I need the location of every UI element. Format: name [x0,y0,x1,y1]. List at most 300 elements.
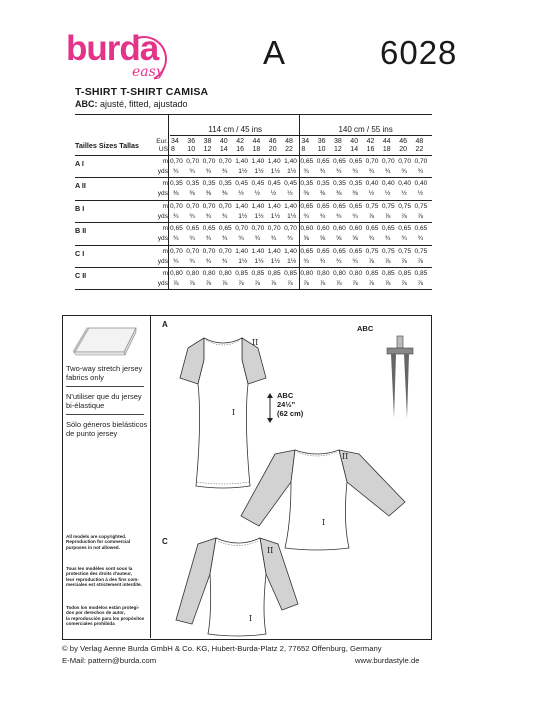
eur-size: 42 [366,138,375,145]
meter-value: 0,80 [170,270,183,277]
width-header-114: 114 cm / 45 ins [208,125,263,134]
legal-fr [66,566,142,588]
yard-value: ¾ [205,212,212,220]
legal-line: protection des droits d'auteur, [66,571,132,577]
meter-value: 0,45 [267,180,281,188]
yard-value: ⅞ [417,212,423,220]
meter-value: 0,85 [365,270,379,277]
unit-m: m [162,270,168,277]
yard-value: ⅜ [205,190,212,198]
meter-value: 0,70 [267,225,281,233]
yard-value: ⅝ [319,235,326,243]
yard-value: ¾ [384,235,391,243]
piece-label-ii: II [267,546,274,555]
us-size: 10 [187,146,196,153]
size-label: Tailles Sizes Tallas [75,141,140,150]
yard-value: 1½ [254,257,264,265]
yard-value: ¾ [336,212,342,220]
table-rule [75,114,432,115]
yard-value: ⅞ [352,280,358,287]
meter-value: 1,40 [284,158,297,165]
yard-value: ¾ [205,235,212,243]
row-label: A II [75,181,86,191]
view-label-c: C [162,537,168,546]
unit-m: m [162,247,168,255]
meter-value: 1,40 [251,202,265,210]
yard-value: ⅞ [384,280,391,287]
row-label: C I [75,248,85,258]
piece-label-ii: II [342,452,349,461]
table-rule [168,114,169,135]
meter-value: 0,65 [398,225,412,233]
meter-value: 0,75 [398,202,412,210]
meter-value: 0,65 [349,202,363,210]
meter-value: 0,65 [333,202,346,210]
unit-m: m [162,202,168,210]
meter-value: 0,70 [235,225,249,233]
us-size: 16 [366,146,375,153]
yard-value: ⅞ [303,280,309,287]
us-size: 22 [285,146,293,153]
meter-value: 0,40 [381,180,395,188]
meter-value: 0,85 [414,270,428,277]
unit-yds: yds [157,212,168,220]
meter-value: 0,65 [414,225,428,233]
table-rule [168,135,169,289]
yard-value: ⅞ [189,280,195,287]
meter-value: 1,40 [267,202,281,210]
yard-value: 1½ [238,212,248,220]
yard-value: 1½ [287,168,297,175]
eur-size: 44 [252,138,261,145]
yard-value: ¾ [401,235,407,243]
yard-value: ¾ [352,168,358,175]
yard-value: ⅞ [417,280,423,287]
meter-value: 0,70 [218,247,232,255]
table-rule [299,114,300,289]
fit-views: ABC: [75,99,98,109]
eur-size: 38 [334,138,342,145]
website-link[interactable]: www.burdastyle.de [355,656,420,665]
fabric-note-fr-2: bi-élastique [66,401,105,410]
yard-value: ⅜ [303,190,309,198]
logo-easy: easy [132,64,164,80]
yard-value: ¾ [401,168,407,175]
yard-value: 1½ [270,212,280,220]
us-size: 16 [236,146,244,153]
meter-value: 0,45 [284,180,297,188]
yard-value: ⅞ [368,257,375,265]
yard-value: ⅞ [401,212,407,220]
meter-value: 0,70 [170,158,183,165]
yard-value: 1½ [254,212,264,220]
yard-value: ⅞ [221,280,228,287]
meter-value: 0,35 [218,180,232,188]
meter-value: 0,75 [365,247,379,255]
piece-label-i: I [232,408,236,417]
meter-value: 0,80 [186,270,200,277]
burda-logo [66,30,178,82]
yard-value: ½ [270,190,277,198]
yard-value: ⅞ [384,212,391,220]
yard-value: ⅞ [401,280,407,287]
meter-value: 0,80 [218,270,232,277]
eur-size: 38 [203,138,212,145]
meter-value: 1,40 [284,202,297,210]
meter-value: 0,85 [251,270,265,277]
eur-size: 34 [301,138,310,145]
yard-value: ⅜ [189,190,195,198]
yard-value: ⅞ [384,257,391,265]
meter-value: 0,65 [300,158,314,165]
yard-value: ¾ [205,257,212,265]
meter-value: 0,75 [414,247,428,255]
fabric-note-es-2: de punto jersey [66,429,118,438]
yard-value: 1½ [287,257,297,265]
us-size: 14 [350,146,359,153]
yard-value: ¾ [173,257,179,265]
piece-label-ii: II [252,338,259,347]
table-rule [75,222,432,223]
meter-value: 0,70 [202,202,216,210]
meter-value: 0,35 [333,180,346,188]
unit-yds: yds [157,235,168,243]
fabric-note-es-1: Sólo géneros bielásticos [66,420,148,429]
yard-value: ⅞ [368,280,375,287]
unit-yds: yds [157,168,168,175]
meter-value: 0,45 [235,180,249,188]
yard-value: ½ [287,190,293,198]
eur-size: 36 [317,138,326,145]
fit-subtitle [75,99,188,109]
meter-value: 0,65 [316,247,330,255]
us-size: 18 [252,146,261,153]
meter-value: 0,35 [186,180,200,188]
meter-value: 0,60 [349,225,363,233]
table-rule [75,245,432,246]
yard-value: 1½ [270,257,280,265]
table-rule [170,135,432,136]
yard-value: ¾ [221,168,228,175]
fabric-note-en-1: Two-way stretch jersey [66,364,143,373]
eur-size: 48 [415,138,424,145]
meter-value: 0,70 [186,202,200,210]
meter-value: 1,40 [267,158,281,165]
meter-value: 0,35 [300,180,314,188]
meter-value: 0,35 [349,180,363,188]
meter-value: 0,75 [398,247,412,255]
yard-value: ⅞ [173,280,179,287]
copyright-line: © by Verlag Aenne Burda GmbH & Co. KG, Hubert-Burda-Platz 2, 77652 Offenburg, Germany [62,644,382,653]
meter-value: 0,40 [414,180,428,188]
fabric-note-en-2: fabrics only [66,373,104,382]
meter-value: 0,65 [349,158,363,165]
yard-value: ¾ [254,235,260,243]
yard-value: ¾ [319,257,326,265]
meter-value: 0,60 [300,225,314,233]
yard-value: ¾ [384,168,391,175]
yard-value: ⅜ [352,190,358,198]
meter-value: 0,75 [381,247,395,255]
yard-value: ⅞ [319,280,326,287]
yard-value: ⅜ [336,190,342,198]
meter-value: 0,65 [333,158,346,165]
meter-value: 0,70 [202,247,216,255]
legal-line: dos por derechos de autor, [66,610,125,616]
eur-size: 40 [219,138,228,145]
us-size: 10 [317,146,326,153]
meter-value: 1,40 [284,247,297,255]
piece-label-i: I [322,518,326,527]
yard-value: ¾ [238,235,244,243]
us-size: 8 [171,146,175,153]
eur-size: 42 [236,138,244,145]
yard-value: ¾ [319,212,326,220]
length-note-label: ABC [277,391,294,400]
pattern-number: 6028 [380,34,458,71]
us-size: 20 [399,146,407,153]
meter-value: 0,85 [398,270,412,277]
meter-value: 0,70 [251,225,265,233]
yard-value: ⅝ [336,235,342,243]
unit-yds: yds [157,257,168,265]
meter-value: 0,65 [349,247,363,255]
meter-value: 1,40 [235,202,249,210]
yard-value: ¾ [319,168,326,175]
yard-value: 1½ [238,257,248,265]
meter-value: 0,65 [170,225,183,233]
length-arrow-icon [266,392,274,424]
yard-value: 1½ [270,168,280,175]
yard-value: ¾ [189,168,195,175]
legal-line: purposes in not allowed. [66,544,120,550]
fabric-note-en [66,364,142,382]
row-label: C II [75,271,87,280]
yard-value: ½ [384,190,391,198]
eur-size: 46 [268,138,277,145]
row-label: B II [75,226,87,236]
meter-value: 0,65 [202,225,216,233]
meter-value: 0,85 [235,270,249,277]
legal-line: merciales est strictement interdite. [66,582,142,588]
meter-value: 0,70 [381,158,395,165]
yard-value: ¾ [352,257,358,265]
meter-value: 0,80 [316,270,330,277]
meter-value: 0,70 [414,158,428,165]
yard-value: ⅞ [270,280,277,287]
yard-value: ⅞ [238,280,244,287]
yard-value: ⅜ [319,190,326,198]
meter-value: 0,65 [218,225,232,233]
yard-value: 1½ [254,168,264,175]
yard-value: ⅞ [336,280,342,287]
yard-value: ¾ [287,235,293,243]
eur-size: 40 [350,138,359,145]
yard-value: ¾ [173,235,179,243]
meter-value: 0,80 [349,270,363,277]
yard-value: ⅞ [287,280,293,287]
fabric-note-fr-1: N'utiliser que du jersey [66,392,142,401]
unit-yds: yds [157,280,168,287]
meter-value: 0,65 [300,202,314,210]
yard-value: 1½ [238,168,248,175]
us-size: 12 [203,146,212,153]
meter-value: 0,65 [333,247,346,255]
yard-value: ¾ [189,212,195,220]
yard-value: ¾ [221,257,228,265]
meter-value: 0,40 [398,180,412,188]
yard-value: ⅞ [368,212,375,220]
fabric-swatch-icon [70,322,140,358]
divider [66,414,144,415]
yard-value: ⅝ [303,235,309,243]
divider [66,386,144,387]
row-label: B I [75,203,85,213]
yard-value: ¾ [417,235,423,243]
meter-value: 0,70 [170,202,183,210]
yard-value: ¾ [205,168,212,175]
us-size: 22 [415,146,424,153]
meter-value: 0,35 [316,180,330,188]
yard-value: ¾ [368,168,375,175]
yard-value: ½ [254,190,260,198]
yard-value: ¾ [368,235,375,243]
meter-value: 0,65 [381,225,395,233]
logo-word: burda [66,29,159,68]
length-note-inches: 24½" [277,400,296,409]
contact-email[interactable]: E-Mail: pattern@burda.com [62,656,157,665]
meter-value: 0,60 [316,225,330,233]
legal-line: All models are copyrighted. [66,534,127,539]
meter-value: 0,75 [381,202,395,210]
meter-value: 0,70 [170,247,183,255]
meter-value: 1,40 [251,247,265,255]
meter-value: 0,80 [333,270,346,277]
yard-value: ¾ [336,168,342,175]
meter-value: 0,35 [170,180,183,188]
legal-line: Tous les modèles sont sous la [66,566,133,571]
meter-value: 0,70 [365,158,379,165]
meter-value: 0,80 [202,270,216,277]
meter-value: 0,75 [414,202,428,210]
meter-value: 0,40 [365,180,379,188]
legal-line: Todos los modelos están protegi- [66,605,140,610]
table-rule [75,200,432,201]
eur-size: 48 [285,138,293,145]
meter-value: 0,85 [267,270,281,277]
length-note-cm: (62 cm) [277,409,304,418]
yard-value: ¾ [270,235,277,243]
yard-value: ¾ [189,235,195,243]
us-label: US [158,146,168,153]
table-rule [75,267,432,268]
twin-needle-icon [383,336,419,426]
legal-line: leur reproduction à des fins com- [66,576,139,582]
yard-value: ⅜ [221,190,228,198]
fit-text: ajusté, fitted, ajustado [97,99,188,109]
meter-value: 0,75 [365,202,379,210]
yard-value: ¾ [303,168,309,175]
fabric-note-es [66,420,147,438]
unit-yds: yds [157,190,168,198]
yard-value: ⅞ [254,280,260,287]
unit-m: m [162,225,168,233]
yard-value: ¾ [221,235,228,243]
us-size: 12 [334,146,342,153]
meter-value: 1,40 [251,158,265,165]
piece-label-i: I [249,614,253,623]
meter-value: 0,70 [186,247,200,255]
us-size: 20 [268,146,277,153]
meter-value: 0,70 [218,158,232,165]
legal-es [66,605,144,627]
eur-size: 46 [399,138,407,145]
meter-value: 0,85 [284,270,297,277]
meter-value: 0,70 [218,202,232,210]
us-size: 14 [219,146,228,153]
yard-value: ⅞ [401,257,407,265]
meter-value: 0,65 [300,247,314,255]
yard-value: ½ [417,190,423,198]
meter-value: 0,70 [186,158,200,165]
table-rule [75,155,432,156]
yard-value: ¾ [189,257,195,265]
legal-en [66,534,130,550]
width-header-140: 140 cm / 55 ins [338,125,393,134]
yard-value: 1½ [287,212,297,220]
meter-value: 1,40 [235,247,249,255]
yard-value: ¾ [303,257,309,265]
eur-size: 44 [382,138,391,145]
meter-value: 0,70 [202,158,216,165]
legal-line: comerciales prohibida [66,621,115,627]
yard-value: ¾ [417,168,423,175]
meter-value: 0,70 [284,225,297,233]
meter-value: 0,85 [381,270,395,277]
legal-line: la reproducción para los propósitos [66,615,145,621]
unit-m: m [162,158,168,165]
meter-value: 0,65 [365,225,379,233]
yard-value: ½ [368,190,375,198]
length-note [277,391,303,418]
pattern-letter: A [263,34,286,71]
eur-size: 34 [171,138,179,145]
row-label: A I [75,159,84,168]
meter-value: 0,65 [316,202,330,210]
meter-value: 0,65 [186,225,200,233]
meter-value: 1,40 [267,247,281,255]
meter-value: 0,35 [202,180,216,188]
us-size: 18 [382,146,391,153]
view-c-drawing [168,532,308,638]
unit-m: m [162,180,168,188]
table-rule [75,289,432,290]
table-rule [75,177,432,178]
meter-value: 0,70 [398,158,412,165]
eur-label: Eur. [156,138,168,145]
yard-value: ⅜ [173,190,179,198]
meter-value: 0,60 [333,225,346,233]
yard-value: ¾ [336,257,342,265]
yard-value: ⅞ [205,280,212,287]
yard-value: ½ [238,190,244,198]
yard-value: ¾ [303,212,309,220]
needle-view-label: ABC [357,324,374,333]
yard-value: ⅞ [417,257,423,265]
meter-value: 0,65 [316,158,330,165]
garment-title: T-SHIRT T-SHIRT CAMISA [75,86,209,98]
fabric-note-fr [66,392,142,410]
